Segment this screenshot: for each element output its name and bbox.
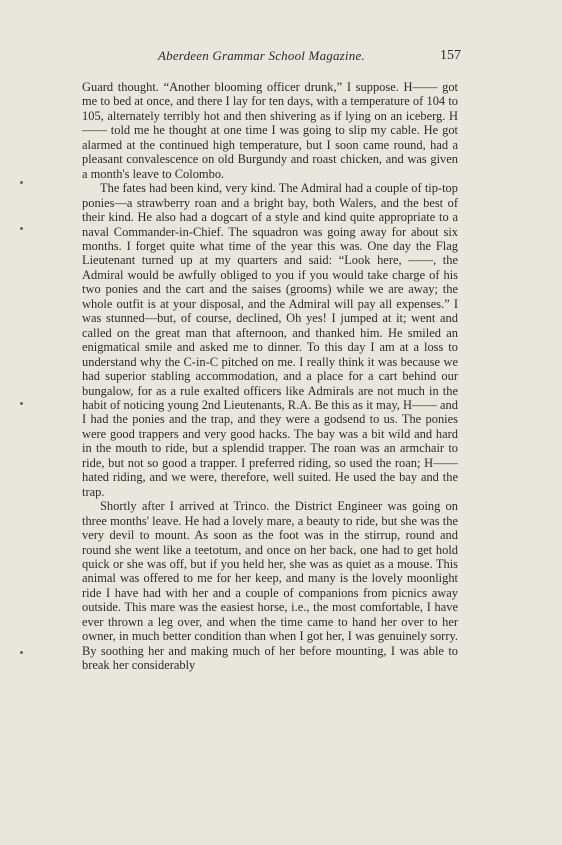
paragraph: The fates had been kind, very kind. The Admiral had a couple of tip-top ponies—a strawberry roan and a bright bay, both Walers, and the best of their kind. He also had a dogcart of a style and kind quite appropriate to a naval Commander-in-Chief. The squadron was going away for about six months. I forget quite what time of the year this was. One day the Flag Lieutenant turned up at my quarters and said: “Look here, ——, the Admiral would be awfully obliged to you if you would take charge of his two ponies and the cart and the saises (grooms) while we are away; the whole outfit is at your disposal, and the Admiral will pay all expenses.” I was stunned—but, of course, declined, Oh yes! I jumped at it; went and called on the great man that afternoon, and thanked him. He smiled an enigmatical smile and asked me to dinner. To this day I am at a loss to understand why the C-in-C pitched on me. I really think it was because we had superior stabling accommodation, and a place for a cart behind our bungalow, for as a rule exalted officers like Admirals are not much in the habit of noticing young 2nd Lieutenants, R.A. Be this as it may, H—— and I had the ponies and the trap, and they were a godsend to us. The ponies were good trappers and very good hacks. The bay was a bit wild and hard in the mouth to ride, but a splendid trapper. The roan was an armchair to ride, but not so good a trapper. I preferred riding, so used the roan; H—— hated riding, and we were, therefore, well suited. He used the bay and the trap. — [82, 181, 458, 499]
article-body — [82, 80, 458, 673]
margin-mark — [20, 651, 23, 654]
margin-mark — [20, 402, 23, 405]
running-title: Aberdeen Grammar School Magazine. — [158, 48, 365, 63]
page-number: 157 — [440, 48, 461, 63]
paragraph: Guard thought. “Another blooming officer drunk,” I suppose. H—— got me to bed at once, and there I lay for ten days, with a temperature of 104 to 105, alternately terribly hot and then shivering as if lying on an iceberg. H—— told me he thought at one time I was going to slip my cable. He got alarmed at the continued high temperature, but I soon came round, had a pleasant convalescence on old Burgundy and roast chicken, and was given a month's leave to Colombo. — [82, 80, 458, 181]
margin-mark — [20, 227, 23, 230]
margin-mark — [20, 181, 23, 184]
paragraph: Shortly after I arrived at Trinco. the District Engineer was going on three months' leave. He had a lovely mare, a beauty to ride, but she was the very devil to mount. As soon as the foot was in the stirrup, round and round she went like a teetotum, and once on her back, one had to get hold quick or she was off, but if you held her, she was as quiet as a mouse. This animal was offered to me for her keep, and many is the lovely moonlight ride I have had with her and a couple of companions from picnics away outside. This mare was the easiest horse, i.e., the most comfortable, I have ever thrown a leg over, and when the time came to hand her over to her owner, in much better condition than when I got her, I was genuinely sorry. By soothing her and making much of her before mounting, I was able to break her considerably — [82, 499, 458, 673]
page-header — [0, 48, 562, 68]
